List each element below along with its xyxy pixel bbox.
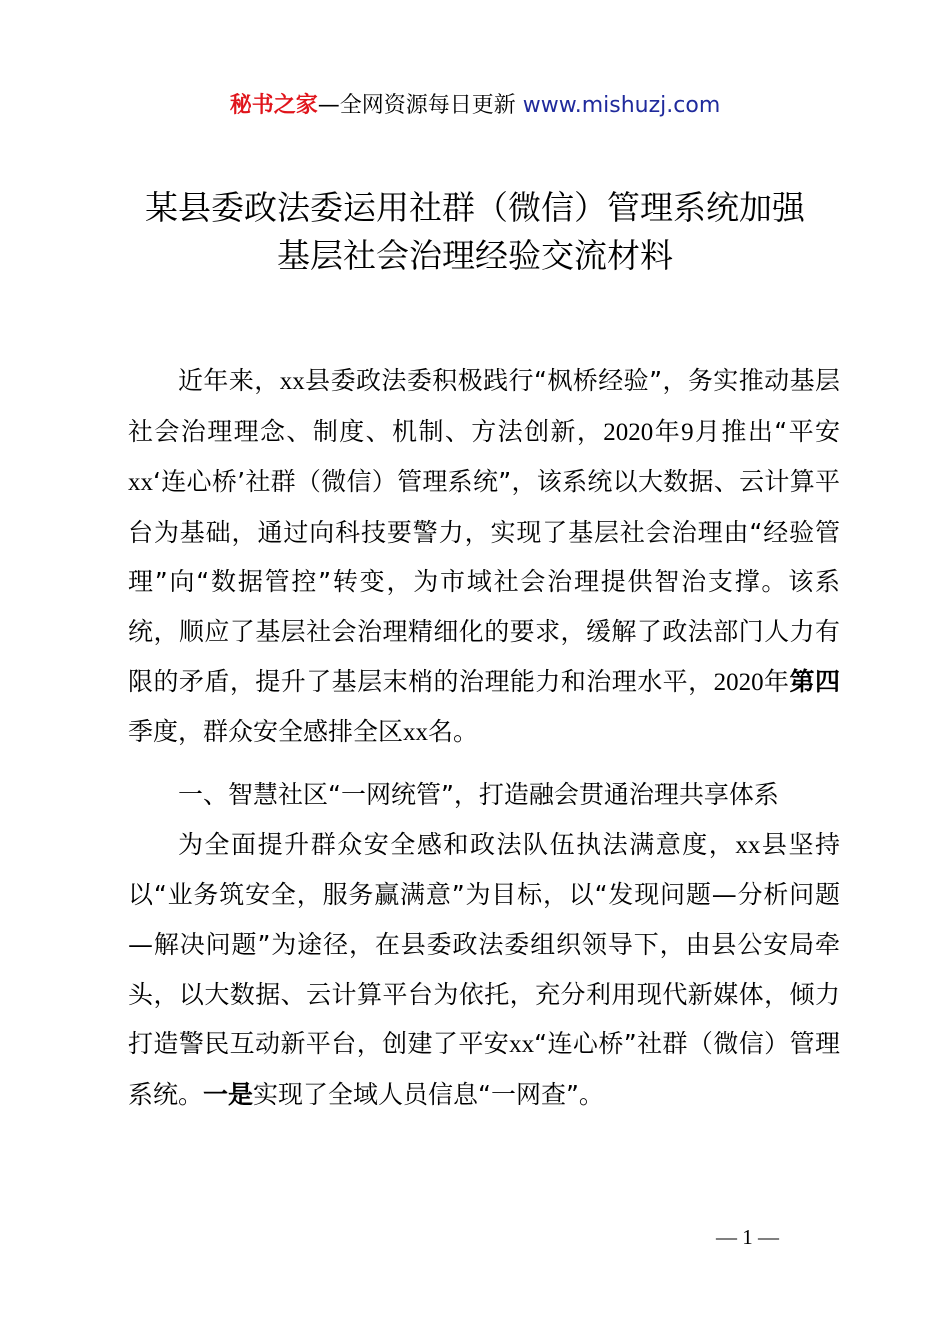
emphasis-text: 一是: [203, 1079, 254, 1109]
document-body: [128, 356, 840, 1119]
text-run: 为全面提升群众安全感和政法队伍执法满意度，: [178, 829, 736, 859]
text-run: 实现了全域人员信息“一网查”。: [253, 1079, 604, 1109]
text-run: 月推出“平安: [693, 416, 840, 446]
text-run: xx: [279, 368, 305, 395]
text-run: xx: [509, 1031, 535, 1059]
text-run: 名。: [428, 717, 479, 747]
brand-name: 秘书之家: [229, 93, 318, 118]
text-run: “连心桥”社群（微信）管理系统。: [128, 1029, 840, 1109]
text-run: 2020: [713, 668, 764, 696]
text-run: 县委政法委积极践行“枫桥经验”，务实推动基层社会治理理念、制度、机制、方法创新，: [128, 366, 840, 446]
text-run: 9: [681, 418, 694, 446]
emphasis-text: 第四: [789, 666, 840, 696]
text-run: xx: [403, 719, 429, 747]
document-title: [60, 184, 890, 280]
site-url[interactable]: www.mishuzj.com: [522, 93, 721, 118]
title-line-2: 基层社会治理经验交流材料: [277, 236, 673, 275]
header-slogan: —全网资源每日更新: [317, 93, 523, 118]
text-run: xx: [128, 469, 153, 497]
text-run: xx: [735, 831, 761, 859]
text-run: 年: [763, 666, 790, 696]
paragraph-intro: [128, 356, 840, 758]
text-run: 季度，群众安全感排全区: [128, 717, 404, 747]
text-run: ‘连心桥’社群（微信）管理系统”，该系统以大数据、云计算平台为基础，通过向科技要警力，实现了基层社会治理由“经验管理”向“数据管控”转变，为市域社会治理提供智治支撑。该系统，顺应了基层社会治理精细化的要求，缓解了政法部门人力有限的矛盾，提升了基层末梢的治理能力和治理水平，: [128, 467, 840, 696]
text-run: 2020: [603, 418, 654, 446]
page-number: — 1 —: [716, 1225, 779, 1249]
section-heading-1: 一、智慧社区“一网统管”，打造融会贯通治理共享体系: [178, 779, 779, 809]
text-run: 近年来，: [178, 366, 280, 395]
title-line-1: 某县委政法委运用社群（微信）管理系统加强: [145, 188, 805, 227]
text-run: 年: [653, 416, 682, 446]
paragraph-section-1: [128, 820, 840, 1120]
site-header: [0, 86, 950, 126]
text-run: 县坚持以“业务筑安全，服务赢满意”为目标，以“发现问题—分析问题—解决问题”为途径，在县委政法委组织领导下，由县公安局牵头，以大数据、云计算平台为依托，充分利用现代新媒体，倾力打造警民互动新平台，创建了平安: [128, 829, 840, 1059]
